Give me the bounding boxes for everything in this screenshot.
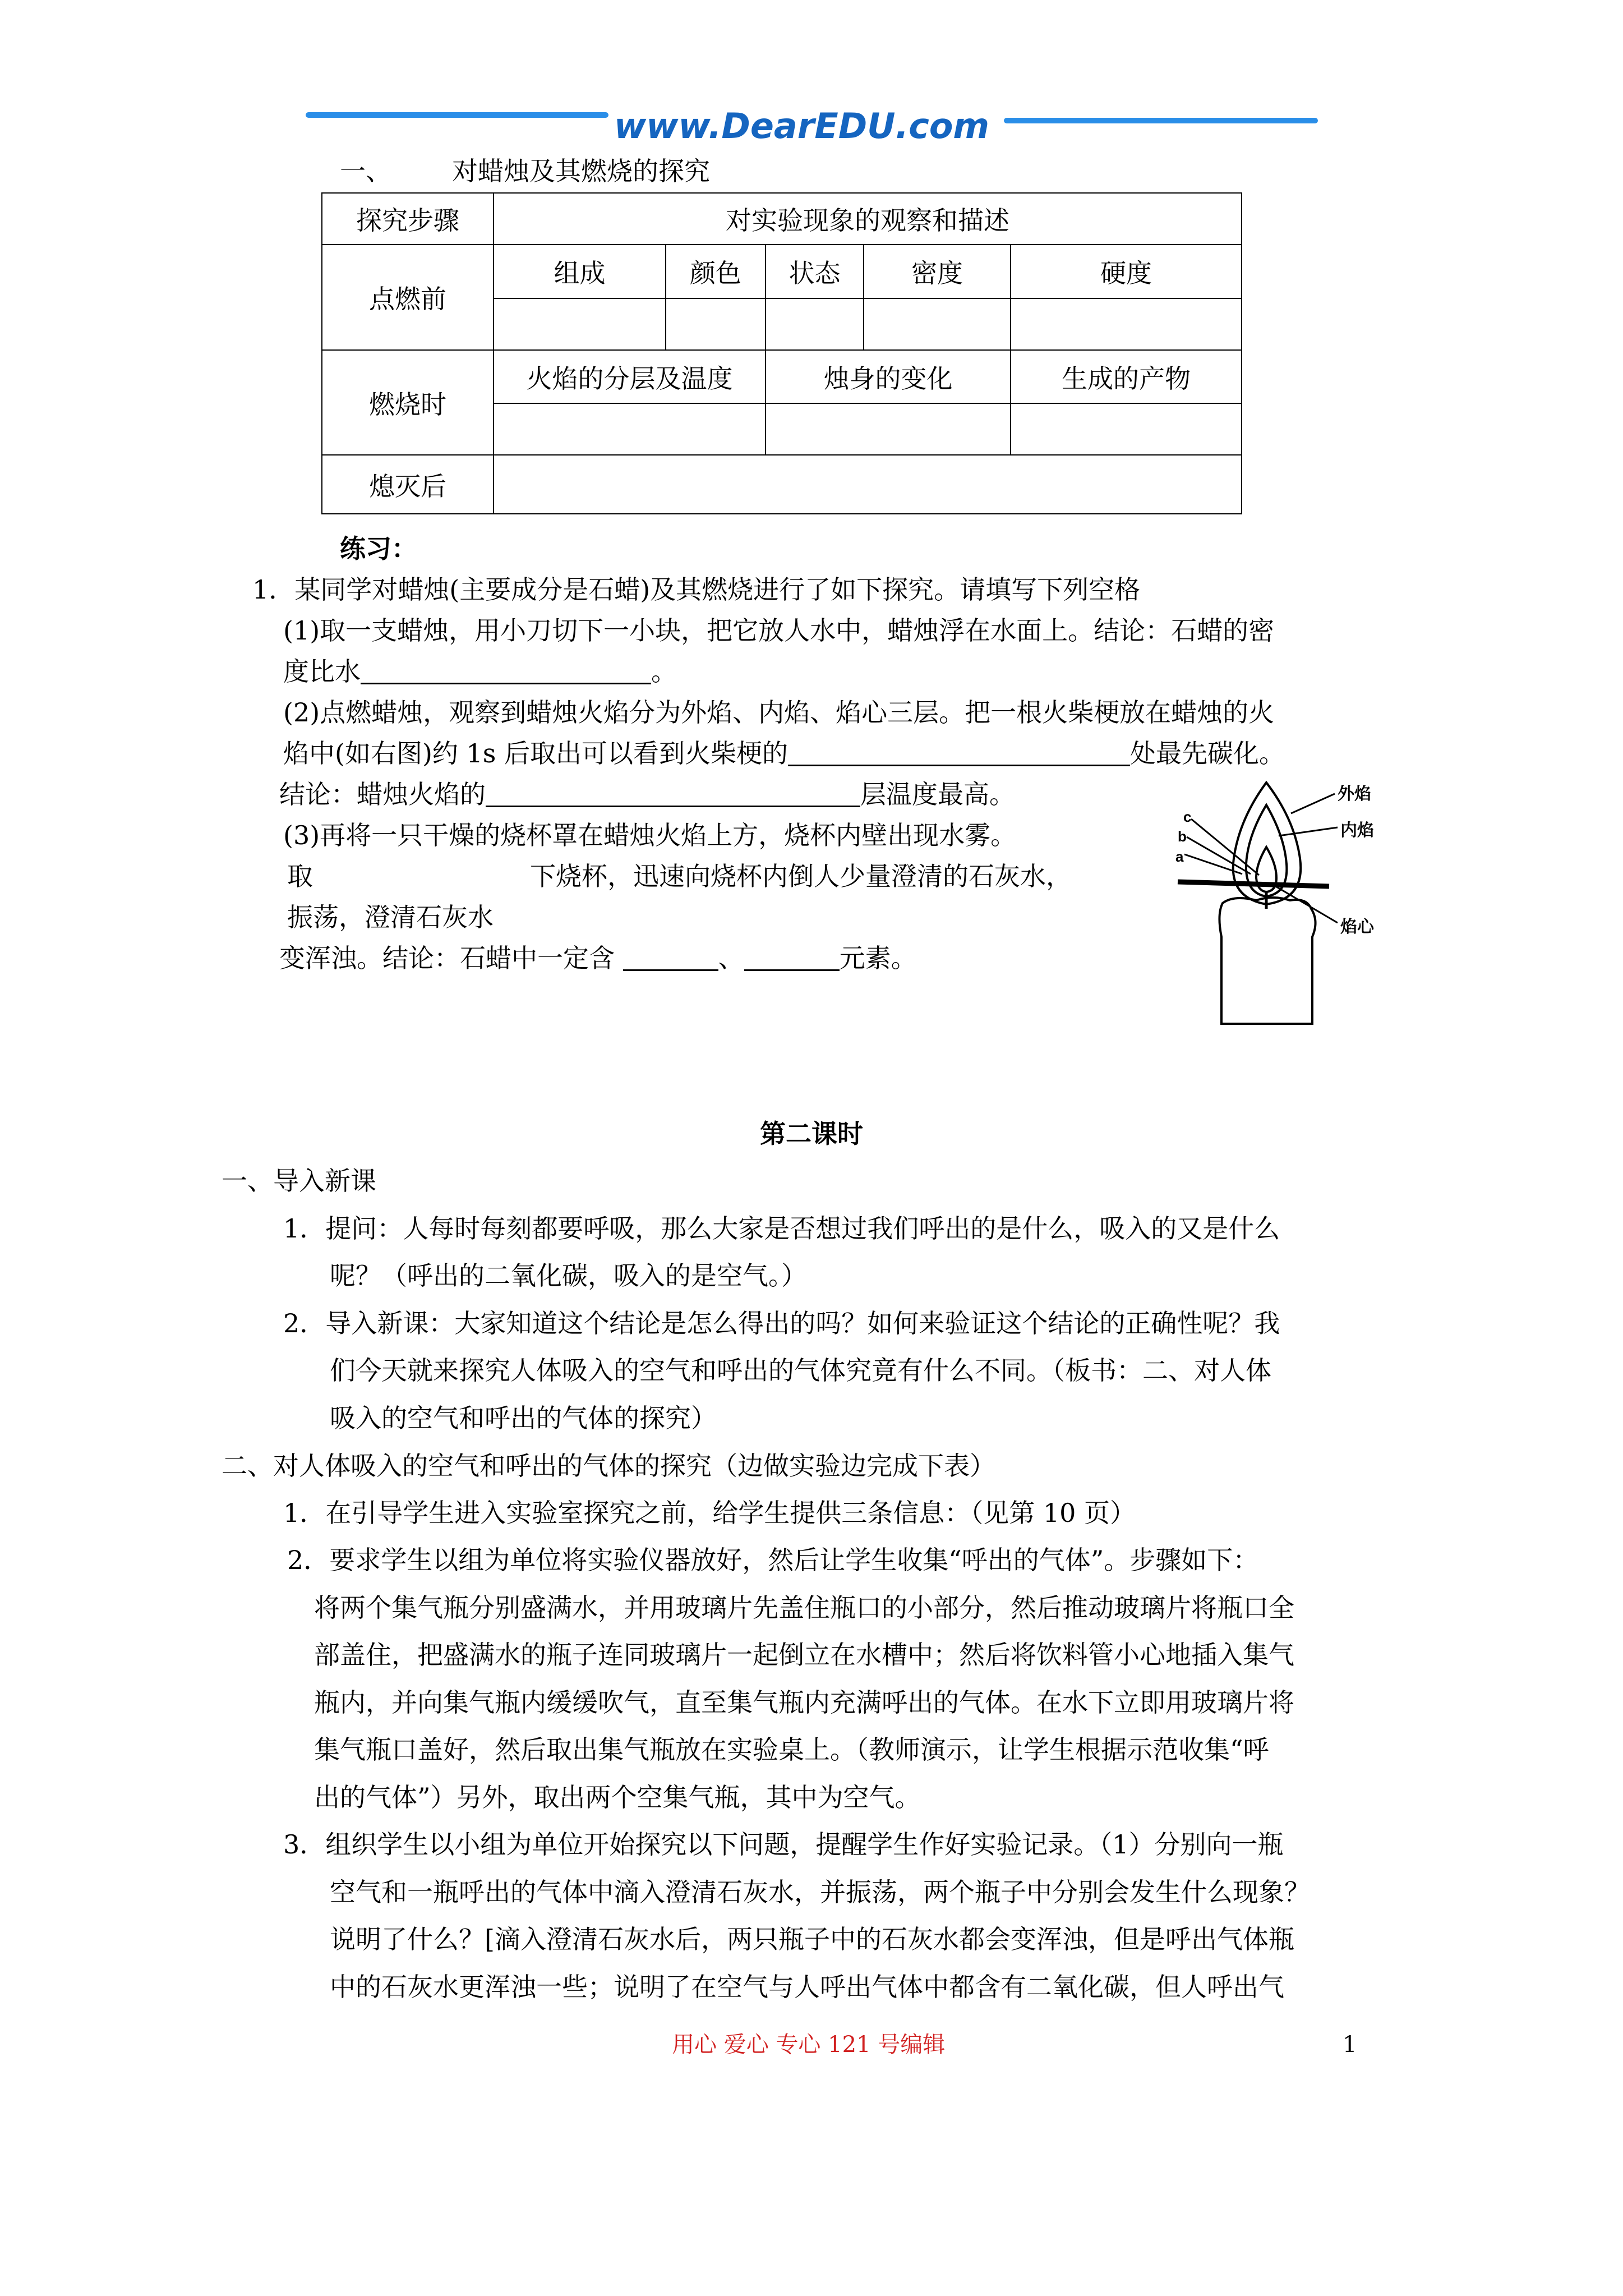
lesson2-s2-item2-line4: 瓶内，并向集气瓶内缓缓吹气，直至集气瓶内充满呼出的气体。在水下立即用玻璃片将 <box>314 1687 1294 1718</box>
table-cell-empty <box>494 298 666 350</box>
candle-experiment-table <box>321 192 1242 514</box>
exercise-p3-line2b: 下烧杯，迅速向烧杯内倒人少量澄清的石灰水， <box>530 861 1072 891</box>
table-cell-empty <box>766 403 1011 455</box>
table-cell-empty <box>1011 298 1242 350</box>
table-cell-empty <box>666 298 766 350</box>
label-flame-core: 焰心 <box>1340 917 1374 937</box>
label-inner-flame: 内焰 <box>1340 821 1374 840</box>
logo-swoosh-right <box>1004 118 1318 123</box>
row-label-after: 熄灭后 <box>322 455 494 514</box>
candle-flame-figure <box>1144 774 1396 1032</box>
exercise-p3-line4 <box>279 945 917 971</box>
lesson2-s1-item2-line2: 们今天就来探究人体吸入的空气和呼出的气体究竟有什么不同。（板书：二、对人体 <box>330 1355 1271 1386</box>
lesson2-s1-item1-line1: 1．提问：人每时每刻都要呼吸，那么大家是否想过我们呼出的是什么，吸入的又是什么 <box>283 1213 1280 1244</box>
answer-blank-element-2[interactable] <box>744 947 840 971</box>
row-label-burning: 燃烧时 <box>322 350 494 455</box>
lesson2-s2-item3-line4: 中的石灰水更浑浊一些；说明了在空气与人呼出气体中都含有二氧化碳，但人呼出气 <box>330 1972 1284 2002</box>
lesson2-s1-item2-line3: 吸入的空气和呼出的气体的探究） <box>330 1403 717 1433</box>
logo-swoosh-left <box>306 112 608 118</box>
answer-blank-density[interactable] <box>361 660 651 684</box>
lesson2-s2-item3-line1: 3．组织学生以小组为单位开始探究以下问题，提醒学生作好实验记录。（1）分别向一瓶 <box>283 1829 1284 1860</box>
col-composition: 组成 <box>494 245 666 298</box>
exercise-p2-line2 <box>283 738 1285 769</box>
exercise-p2-text-a: 焰中(如右图)约 1s 后取出可以看到火柴梗的 <box>283 738 789 769</box>
table-cell-empty <box>494 403 766 455</box>
table-cell-empty <box>494 455 1242 514</box>
label-a: a <box>1175 848 1184 865</box>
lesson2-s2-item2-line2: 将两个集气瓶分别盛满水，并用玻璃片先盖住瓶口的小部分，然后推动玻璃片将瓶口全 <box>314 1593 1294 1623</box>
exercise-p2-line3 <box>279 781 1015 807</box>
label-c: c <box>1183 808 1192 825</box>
lesson2-s2-item3-line3: 说明了什么？[滴入澄清石灰水后，两只瓶子中的石灰水都会变浑浊，但是呼出气体瓶 <box>330 1924 1294 1954</box>
exercise-p2-text-c: 结论：蜡烛火焰的 <box>279 779 486 809</box>
exercise-title: 练习： <box>340 533 417 564</box>
page-number: 1 <box>1343 2032 1357 2058</box>
exercise-p3-line3: 振荡，澄清石灰水 <box>287 902 494 932</box>
exercise-p3-text-b: 、 <box>718 943 744 973</box>
footer-slogan: 用心 爱心 专心 121 号编辑 <box>672 2032 946 2058</box>
lesson2-s2-item2-line3: 部盖住，把盛满水的瓶子连同玻璃片一起倒立在水槽中；然后将饮料管小心地插入集气 <box>314 1640 1294 1670</box>
table-head-observation: 对实验现象的观察和描述 <box>494 193 1242 245</box>
exercise-p1-text-a: 度比水 <box>283 656 361 687</box>
exercise-q1-stem: 1．某同学对蜡烛(主要成分是石蜡)及其燃烧进行了如下探究。请填写下列空格 <box>252 574 1141 605</box>
col-candle-change: 烛身的变化 <box>766 350 1011 403</box>
answer-blank-hottest-layer[interactable] <box>486 783 860 807</box>
col-color: 颜色 <box>666 245 766 298</box>
table-cell-empty <box>1011 403 1242 455</box>
section1-number: 一、 <box>340 156 391 186</box>
exercise-p3-text-c: 元素。 <box>839 943 917 973</box>
table-head-step: 探究步骤 <box>322 193 494 245</box>
answer-blank-carbonize[interactable] <box>788 742 1130 766</box>
site-logo[interactable]: www.DearEDU.com <box>614 105 990 146</box>
table-cell-empty <box>766 298 864 350</box>
section1-title: 对蜡烛及其燃烧的探究 <box>452 156 710 186</box>
exercise-p1-line2 <box>283 656 677 687</box>
table-cell-empty <box>864 298 1011 350</box>
col-flame-layers: 火焰的分层及温度 <box>494 350 766 403</box>
col-products: 生成的产物 <box>1011 350 1242 403</box>
candle-body <box>1219 898 1315 1024</box>
exercise-p3-line1: (3)再将一只干燥的烧杯罩在蜡烛火焰上方，烧杯内壁出现水雾。 <box>283 820 1017 850</box>
exercise-p2-text-d: 层温度最高。 <box>860 779 1015 809</box>
label-outer-flame: 外焰 <box>1338 784 1371 804</box>
lesson2-s2-item3-line2: 空气和一瓶呼出的气体中滴入澄清石灰水，并振荡，两个瓶子中分别会发生什么现象？ <box>330 1877 1310 1907</box>
row-label-before: 点燃前 <box>322 245 494 350</box>
lesson2-s1-item1-line2: 呢？（呼出的二氧化碳，吸入的是空气。） <box>330 1260 807 1291</box>
label-b: b <box>1178 828 1187 845</box>
exercise-p3-line2a: 取 <box>287 861 313 891</box>
lesson2-s2-item1: 1．在引导学生进入实验室探究之前，给学生提供三条信息：（见第 10 页） <box>283 1498 1136 1528</box>
col-hardness: 硬度 <box>1011 245 1242 298</box>
col-state: 状态 <box>766 245 864 298</box>
answer-blank-element-1[interactable] <box>623 947 718 971</box>
lesson2-s2-title: 二、对人体吸入的空气和呼出的气体的探究（边做实验边完成下表） <box>222 1451 995 1481</box>
lesson2-s2-item2-line1: 2．要求学生以组为单位将实验仪器放好，然后让学生收集“呼出的气体”。步骤如下： <box>287 1545 1259 1575</box>
matchstick <box>1178 882 1329 886</box>
exercise-p1-line1: (1)取一支蜡烛，用小刀切下一小块，把它放人水中，蜡烛浮在水面上。结论：石蜡的密 <box>283 615 1275 646</box>
lesson2-s2-item2-line5: 集气瓶口盖好，然后取出集气瓶放在实验桌上。（教师演示，让学生根据示范收集“呼 <box>314 1734 1269 1765</box>
lesson2-s1-title: 一、导入新课 <box>222 1166 376 1196</box>
exercise-p2-text-b: 处最先碳化。 <box>1130 738 1285 769</box>
lesson2-title: 第二课时 <box>760 1119 863 1149</box>
exercise-p3-text-a: 变浑浊。结论：石蜡中一定含 <box>279 943 615 973</box>
exercise-p2-line1: (2)点燃蜡烛，观察到蜡烛火焰分为外焰、内焰、焰心三层。把一根火柴梗放在蜡烛的火 <box>283 697 1275 728</box>
lesson2-s2-item2-line6: 出的气体”）另外，取出两个空集气瓶，其中为空气。 <box>314 1782 921 1812</box>
col-density: 密度 <box>864 245 1011 298</box>
exercise-p1-text-b: 。 <box>651 656 677 687</box>
lesson2-s1-item2-line1: 2．导入新课：大家知道这个结论是怎么得出的吗？如何来验证这个结论的正确性呢？我 <box>283 1308 1280 1338</box>
